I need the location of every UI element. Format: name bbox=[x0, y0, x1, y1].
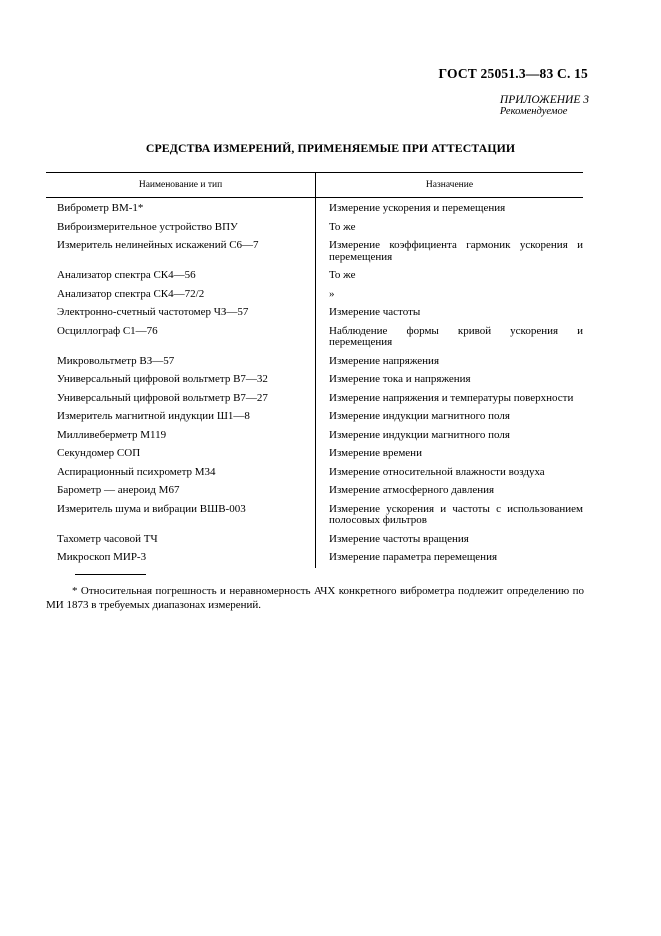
instrument-name: Измеритель нелинейных искажений С6—7 bbox=[57, 239, 259, 251]
table-row bbox=[46, 319, 583, 349]
instrument-purpose: Измерение ускорения и перемещения bbox=[329, 202, 506, 214]
instrument-purpose: » bbox=[329, 287, 335, 300]
instrument-name: Аспирационный психрометр М34 bbox=[57, 465, 216, 478]
table-row bbox=[46, 478, 583, 497]
instrument-purpose: Измерение напряжения и температуры поверхности bbox=[329, 391, 574, 404]
table-row bbox=[46, 497, 583, 527]
instrument-purpose: Измерение параметра перемещения bbox=[329, 551, 498, 563]
instrument-name: Анализатор спектра СК4—72/2 bbox=[57, 287, 205, 300]
instrument-purpose: Измерение атмосферного давления bbox=[329, 484, 495, 496]
column-header-name: Наименование и тип bbox=[46, 173, 316, 197]
table-row bbox=[46, 300, 583, 319]
appendix-label: ПРИЛОЖЕНИЕ 3 bbox=[499, 94, 589, 106]
table-row bbox=[46, 386, 583, 405]
table-row bbox=[46, 545, 583, 564]
table-row bbox=[46, 263, 583, 282]
instrument-purpose: Наблюдение формы кривой ускорения и перемещения bbox=[329, 324, 583, 348]
instrument-name: Микроскоп МИР-3 bbox=[57, 551, 147, 563]
table-body bbox=[46, 198, 583, 568]
instrument-purpose: Измерение частоты вращения bbox=[329, 532, 469, 545]
page-title: СРЕДСТВА ИЗМЕРЕНИЙ, ПРИМЕНЯЕМЫЕ ПРИ АТТЕСТАЦИИ bbox=[145, 141, 516, 155]
instrument-name: Измеритель шума и вибрации ВШВ-003 bbox=[57, 502, 246, 515]
instruments-table bbox=[46, 172, 583, 568]
instrument-name: Универсальный цифровой вольтметр В7—27 bbox=[57, 391, 268, 404]
table-row bbox=[46, 233, 583, 263]
instrument-purpose: Измерение индукции магнитного поля bbox=[329, 428, 510, 441]
instrument-name: Виброметр ВМ-1* bbox=[57, 202, 144, 214]
appendix-block bbox=[500, 94, 589, 118]
instrument-purpose: Измерение индукции магнитного поля bbox=[329, 410, 510, 422]
instrument-name: Анализатор спектра СК4—56 bbox=[57, 269, 196, 281]
instrument-name: Электронно-счетный частотомер ЧЗ—57 bbox=[57, 306, 249, 318]
table-row bbox=[46, 460, 583, 479]
instrument-name: Тахометр часовой ТЧ bbox=[57, 532, 158, 545]
instrument-purpose: То же bbox=[329, 269, 356, 281]
instrument-purpose: Измерение времени bbox=[329, 447, 422, 459]
table-row bbox=[46, 349, 583, 368]
instrument-name: Микровольтметр ВЗ—57 bbox=[57, 354, 175, 367]
instrument-name: Барометр — анероид М67 bbox=[57, 484, 180, 496]
appendix-status: Рекомендуемое bbox=[499, 106, 568, 117]
instrument-purpose: Измерение частоты bbox=[329, 306, 421, 318]
footnote: * Относительная погрешность и неравномерность АЧХ конкретного виброметра подлежит определению по МИ 1873 в требуемых диапазонах измерений. bbox=[46, 585, 584, 611]
table-row bbox=[46, 441, 583, 460]
instrument-name: Осциллограф С1—76 bbox=[57, 324, 158, 337]
table-row bbox=[46, 198, 583, 215]
column-header-purpose: Назначение bbox=[425, 180, 474, 190]
document-code: ГОСТ 25051.3—83 С. 15 bbox=[438, 66, 588, 81]
instrument-purpose: Измерение напряжения bbox=[329, 354, 440, 367]
table-row bbox=[46, 282, 583, 301]
instrument-name: Виброизмерительное устройство ВПУ bbox=[57, 220, 238, 233]
instrument-name: Милливеберметр М119 bbox=[57, 428, 167, 441]
table-row bbox=[46, 404, 583, 423]
instrument-purpose: Измерение относительной влажности воздуха bbox=[329, 465, 545, 478]
table-header bbox=[46, 172, 583, 198]
footnote-divider bbox=[75, 574, 146, 575]
instrument-purpose: Измерение тока и напряжения bbox=[329, 373, 471, 385]
table-row bbox=[46, 215, 583, 234]
instrument-purpose: Измерение ускорения и частоты с использованием полосовых фильтров bbox=[329, 502, 583, 526]
instrument-purpose: Измерение коэффициента гармоник ускорения и перемещения bbox=[329, 239, 583, 263]
table-row bbox=[46, 367, 583, 386]
table-bottom-spacer bbox=[46, 564, 583, 568]
instrument-name: Измеритель магнитной индукции Ш1—8 bbox=[57, 410, 250, 422]
table-row bbox=[46, 527, 583, 546]
table-row bbox=[46, 423, 583, 442]
instrument-name: Секундомер СОП bbox=[57, 447, 141, 459]
instrument-name: Универсальный цифровой вольтметр В7—32 bbox=[57, 373, 268, 385]
instrument-purpose: То же bbox=[329, 220, 356, 233]
